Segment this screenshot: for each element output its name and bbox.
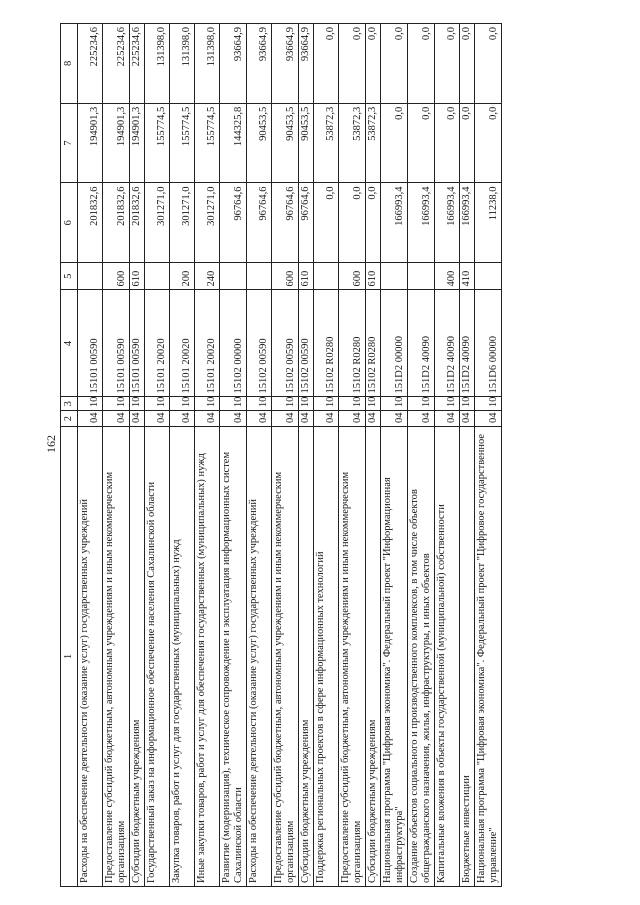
row-subsection-cell: 10 — [314, 397, 339, 411]
table-row — [366, 24, 381, 887]
row-name-cell: Расходы на обеспечение деятельности (оказание услуг) государственных учреждений — [247, 427, 272, 887]
row-name-cell: Субсидии бюджетным учреждениям — [130, 427, 145, 887]
row-target-code-cell: 15101 20020 — [170, 290, 195, 397]
table-row — [314, 24, 339, 887]
row-amount-cell: 0,0 — [460, 24, 475, 104]
row-section-cell: 04 — [475, 411, 502, 427]
row-amount-cell: 155774,5 — [195, 103, 220, 183]
row-subsection-cell: 10 — [408, 397, 435, 411]
table-row — [475, 24, 502, 887]
row-amount-cell: 0,0 — [339, 24, 366, 104]
header-cell: 3 — [61, 397, 78, 411]
row-section-cell: 04 — [130, 411, 145, 427]
row-target-code-cell: 15102 00000 — [220, 290, 247, 397]
row-name-cell: Предоставление субсидий бюджетным, автономным учреждениям и иным некоммерческим организациям — [272, 427, 299, 887]
row-amount-cell: 194901,3 — [103, 103, 130, 183]
row-amount-cell: 194901,3 — [78, 103, 103, 183]
row-expense-type-cell: 610 — [299, 263, 314, 290]
row-name-cell: Государственный заказ на информационное обеспечение населения Сахалинской области — [145, 427, 170, 887]
row-name-cell: Субсидии бюджетным учреждениям — [366, 427, 381, 887]
row-section-cell: 04 — [299, 411, 314, 427]
row-amount-cell: 11238,0 — [475, 183, 502, 263]
header-cell: 5 — [61, 263, 78, 290]
row-target-code-cell: 15101 00590 — [103, 290, 130, 397]
row-section-cell: 04 — [366, 411, 381, 427]
row-section-cell: 04 — [103, 411, 130, 427]
row-expense-type-cell — [145, 263, 170, 290]
row-amount-cell: 0,0 — [460, 103, 475, 183]
row-amount-cell: 131398,0 — [145, 24, 170, 104]
row-amount-cell: 0,0 — [408, 24, 435, 104]
row-amount-cell: 166993,4 — [381, 183, 408, 263]
row-target-code-cell: 15102 R0280 — [366, 290, 381, 397]
row-amount-cell: 96764,6 — [272, 183, 299, 263]
row-subsection-cell: 10 — [247, 397, 272, 411]
header-cell: 2 — [61, 411, 78, 427]
row-expense-type-cell: 600 — [103, 263, 130, 290]
row-section-cell: 04 — [339, 411, 366, 427]
row-expense-type-cell — [220, 263, 247, 290]
row-amount-cell: 0,0 — [408, 103, 435, 183]
table-row — [272, 24, 299, 887]
row-section-cell: 04 — [78, 411, 103, 427]
row-amount-cell: 0,0 — [381, 103, 408, 183]
row-expense-type-cell — [247, 263, 272, 290]
row-amount-cell: 0,0 — [314, 24, 339, 104]
row-amount-cell: 0,0 — [366, 24, 381, 104]
row-amount-cell: 225234,6 — [78, 24, 103, 104]
row-subsection-cell: 10 — [145, 397, 170, 411]
row-target-code-cell: 15101 20020 — [195, 290, 220, 397]
row-amount-cell: 166993,4 — [408, 183, 435, 263]
row-amount-cell: 53872,3 — [314, 103, 339, 183]
row-subsection-cell: 10 — [220, 397, 247, 411]
row-section-cell: 04 — [381, 411, 408, 427]
row-amount-cell: 53872,3 — [339, 103, 366, 183]
table-row — [170, 24, 195, 887]
row-expense-type-cell: 610 — [130, 263, 145, 290]
row-name-cell: Национальная программа "Цифровая экономика". Федеральный проект "Информационная инфраструктура" — [381, 427, 408, 887]
row-expense-type-cell — [475, 263, 502, 290]
row-section-cell: 04 — [408, 411, 435, 427]
row-expense-type-cell: 610 — [366, 263, 381, 290]
row-name-cell: Субсидии бюджетным учреждениям — [299, 427, 314, 887]
table-row — [130, 24, 145, 887]
row-expense-type-cell: 410 — [460, 263, 475, 290]
header-cell: 6 — [61, 183, 78, 263]
table-row — [381, 24, 408, 887]
row-section-cell: 04 — [220, 411, 247, 427]
row-subsection-cell: 10 — [130, 397, 145, 411]
table-row — [299, 24, 314, 887]
table-row — [195, 24, 220, 887]
row-name-cell: Капитальные вложения в объекты государственной (муниципальной) собственности — [435, 427, 460, 887]
row-amount-cell: 166993,4 — [460, 183, 475, 263]
row-amount-cell: 0,0 — [475, 103, 502, 183]
row-name-cell: Расходы на обеспечение деятельности (оказание услуг) государственных учреждений — [78, 427, 103, 887]
header-row — [61, 24, 78, 887]
row-amount-cell: 155774,5 — [170, 103, 195, 183]
table-body — [78, 24, 502, 887]
row-name-cell: Национальная программа "Цифровая экономика". Федеральный проект "Цифровое государственное управление" — [475, 427, 502, 887]
row-amount-cell: 301271,0 — [145, 183, 170, 263]
row-subsection-cell: 10 — [381, 397, 408, 411]
row-expense-type-cell — [78, 263, 103, 290]
row-amount-cell: 96764,6 — [220, 183, 247, 263]
row-subsection-cell: 10 — [170, 397, 195, 411]
row-name-cell: Предоставление субсидий бюджетным, автономным учреждениям и иным некоммерческим организациям — [103, 427, 130, 887]
row-amount-cell: 90453,5 — [299, 103, 314, 183]
row-target-code-cell: 15101 20020 — [145, 290, 170, 397]
table-row — [460, 24, 475, 887]
row-target-code-cell: 15102 R0280 — [314, 290, 339, 397]
table-row — [78, 24, 103, 887]
row-target-code-cell: 15102 R0280 — [339, 290, 366, 397]
row-name-cell: Бюджетные инвестиции — [460, 427, 475, 887]
row-amount-cell: 90453,5 — [272, 103, 299, 183]
row-subsection-cell: 10 — [272, 397, 299, 411]
row-name-cell: Предоставление субсидий бюджетным, автономным учреждениям и иным некоммерческим организациям — [339, 427, 366, 887]
row-target-code-cell: 15101 00590 — [78, 290, 103, 397]
row-name-cell: Поддержка региональных проектов в сфере информационных технологий — [314, 427, 339, 887]
row-subsection-cell: 10 — [475, 397, 502, 411]
row-expense-type-cell — [408, 263, 435, 290]
row-expense-type-cell: 600 — [339, 263, 366, 290]
row-target-code-cell: 15102 00590 — [299, 290, 314, 397]
header-cell: 1 — [61, 427, 78, 887]
row-amount-cell: 131398,0 — [170, 24, 195, 104]
row-amount-cell: 53872,3 — [366, 103, 381, 183]
row-amount-cell: 155774,5 — [145, 103, 170, 183]
row-subsection-cell: 10 — [103, 397, 130, 411]
row-target-code-cell: 151D2 40090 — [460, 290, 475, 397]
row-subsection-cell: 10 — [195, 397, 220, 411]
row-name-cell: Закупка товаров, работ и услуг для государственных (муниципальных) нужд — [170, 427, 195, 887]
row-expense-type-cell — [314, 263, 339, 290]
table-row — [103, 24, 130, 887]
row-subsection-cell: 10 — [435, 397, 460, 411]
row-amount-cell: 93664,9 — [299, 24, 314, 104]
row-section-cell: 04 — [460, 411, 475, 427]
header-cell: 7 — [61, 103, 78, 183]
table-row — [247, 24, 272, 887]
row-amount-cell: 131398,0 — [195, 24, 220, 104]
row-amount-cell: 96764,6 — [299, 183, 314, 263]
row-name-cell: Иные закупки товаров, работ и услуг для обеспечения государственных (муниципальных) нужд — [195, 427, 220, 887]
rotated-content — [40, 13, 640, 893]
row-amount-cell: 194901,3 — [130, 103, 145, 183]
header-cell: 4 — [61, 290, 78, 397]
row-amount-cell: 201832,6 — [78, 183, 103, 263]
row-amount-cell: 301271,0 — [195, 183, 220, 263]
row-target-code-cell: 15102 00590 — [247, 290, 272, 397]
row-amount-cell: 201832,6 — [130, 183, 145, 263]
row-expense-type-cell: 400 — [435, 263, 460, 290]
row-amount-cell: 0,0 — [381, 24, 408, 104]
row-subsection-cell: 10 — [460, 397, 475, 411]
row-section-cell: 04 — [145, 411, 170, 427]
row-amount-cell: 0,0 — [435, 103, 460, 183]
row-subsection-cell: 10 — [78, 397, 103, 411]
header-cell: 8 — [61, 24, 78, 104]
table-row — [408, 24, 435, 887]
row-amount-cell: 0,0 — [435, 24, 460, 104]
row-target-code-cell: 151D2 00000 — [381, 290, 408, 397]
row-target-code-cell: 151D2 40090 — [408, 290, 435, 397]
page-number: 162 — [44, 435, 58, 453]
row-amount-cell: 201832,6 — [103, 183, 130, 263]
row-section-cell: 04 — [247, 411, 272, 427]
row-amount-cell: 96764,6 — [247, 183, 272, 263]
row-amount-cell: 93664,9 — [247, 24, 272, 104]
row-amount-cell: 0,0 — [314, 183, 339, 263]
row-amount-cell: 225234,6 — [130, 24, 145, 104]
row-section-cell: 04 — [170, 411, 195, 427]
row-amount-cell: 166993,4 — [435, 183, 460, 263]
table-row — [220, 24, 247, 887]
row-amount-cell: 144325,8 — [220, 103, 247, 183]
row-target-code-cell: 15101 00590 — [130, 290, 145, 397]
row-amount-cell: 301271,0 — [170, 183, 195, 263]
row-subsection-cell: 10 — [299, 397, 314, 411]
row-expense-type-cell: 600 — [272, 263, 299, 290]
row-expense-type-cell: 240 — [195, 263, 220, 290]
row-target-code-cell: 151D6 00000 — [475, 290, 502, 397]
row-expense-type-cell — [381, 263, 408, 290]
row-target-code-cell: 151D2 40090 — [435, 290, 460, 397]
row-target-code-cell: 15102 00590 — [272, 290, 299, 397]
table-row — [339, 24, 366, 887]
row-amount-cell: 225234,6 — [103, 24, 130, 104]
row-amount-cell: 93664,9 — [272, 24, 299, 104]
row-section-cell: 04 — [435, 411, 460, 427]
row-section-cell: 04 — [195, 411, 220, 427]
row-amount-cell: 93664,9 — [220, 24, 247, 104]
row-section-cell: 04 — [314, 411, 339, 427]
row-name-cell: Развитие (модернизация), техническое сопровождение и эксплуатация информационных систем Сахалинской области — [220, 427, 247, 887]
row-amount-cell: 0,0 — [475, 24, 502, 104]
row-subsection-cell: 10 — [339, 397, 366, 411]
row-name-cell: Создание объектов социального и производственного комплексов, в том числе объектов общегражданского назначения, жилья, инфраструктуры, и иных объектов — [408, 427, 435, 887]
row-expense-type-cell: 200 — [170, 263, 195, 290]
row-amount-cell: 90453,5 — [247, 103, 272, 183]
row-amount-cell: 0,0 — [366, 183, 381, 263]
table-row — [435, 24, 460, 887]
row-section-cell: 04 — [272, 411, 299, 427]
table-row — [145, 24, 170, 887]
row-amount-cell: 0,0 — [339, 183, 366, 263]
row-subsection-cell: 10 — [366, 397, 381, 411]
budget-table — [60, 23, 502, 887]
